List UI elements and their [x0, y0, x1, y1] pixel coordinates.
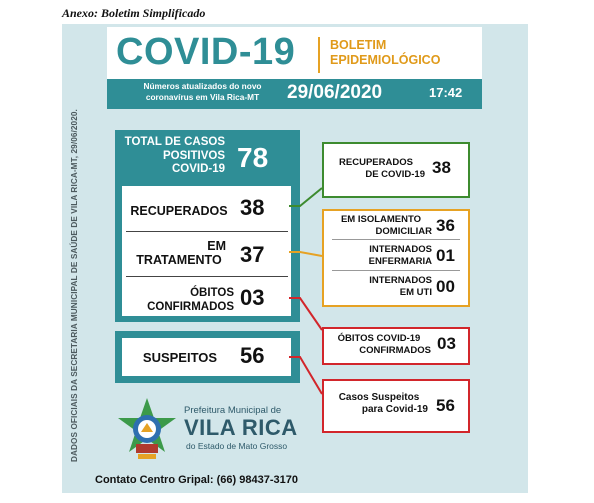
detail-uti-value: 00	[436, 277, 455, 296]
contact-info: Contato Centro Gripal: (66) 98437-3170	[95, 474, 298, 486]
detail-recuperados-line1: RECUPERADOS	[339, 157, 413, 168]
covid-title: COVID-19	[116, 31, 296, 73]
detail-suspeitos-line2: para Covid-19	[361, 403, 428, 415]
detail-obitos-line1: ÓBITOS COVID-19	[337, 333, 421, 344]
subtitle-line1: Números atualizados do novo	[143, 81, 262, 91]
detail-separator-1	[332, 239, 460, 240]
detail-obitos-line2: CONFIRMADOS	[359, 344, 431, 356]
detail-isolamento-line2: DOMICILIAR	[375, 225, 432, 237]
obitos-value: 03	[240, 285, 265, 310]
detail-uti-line2: EM UTI	[399, 286, 432, 298]
detail-enfermaria-line2: ENFERMARIA	[368, 255, 432, 267]
vila-rica-coat-of-arms	[114, 396, 180, 462]
detail-uti-line1: INTERNADOS	[369, 275, 432, 286]
detail-recuperados-line2: DE COVID-19	[365, 168, 425, 180]
boletim-line2: EPIDEMIOLÓGICO	[330, 53, 441, 67]
detail-isolamento-line1: EM ISOLAMENTO	[340, 214, 422, 225]
bulletin-date: 29/06/2020	[287, 82, 383, 103]
connector-recuperados	[289, 188, 322, 206]
detail-suspeitos-value: 56	[436, 396, 455, 415]
subtitle-line2: coronavírus em Vila Rica-MT	[145, 92, 260, 102]
total-line3: COVID-19	[171, 163, 225, 175]
detail-isolamento-value: 36	[436, 216, 455, 235]
suspeitos-label: SUSPEITOS	[142, 350, 218, 365]
detail-enfermaria-line1: INTERNADOS	[369, 244, 432, 255]
total-value: 78	[237, 142, 269, 173]
tratamento-value: 37	[240, 242, 265, 267]
detail-separator-2	[332, 270, 460, 271]
detail-isolamento-label	[330, 214, 432, 237]
tratamento-line2: TRATAMENTO	[136, 253, 222, 267]
detail-enfermaria-value: 01	[436, 246, 455, 265]
side-note: DADOS OFICIAIS DA SECRETARIA MUNICIPAL DE SAÚDE DE VILA RICA-MT, 29/06/2020.	[70, 109, 79, 462]
recuperados-value: 38	[240, 195, 265, 220]
logo-city: VILA RICA	[184, 415, 298, 440]
detail-enfermaria-label	[330, 244, 432, 267]
logo-state: do Estado de Mato Grosso	[186, 441, 288, 451]
tratamento-line1: EM	[207, 239, 226, 253]
total-line2: POSITIVOS	[163, 149, 225, 162]
detail-recuperados-value: 38	[432, 158, 451, 177]
recuperados-label: RECUPERADOS	[130, 204, 228, 218]
annex-title: Anexo: Boletim Simplificado	[62, 6, 206, 20]
total-line1: TOTAL DE CASOS	[124, 136, 225, 148]
detail-suspeitos-line1: Casos Suspeitos	[338, 392, 420, 403]
detail-obitos-label	[327, 333, 431, 356]
detail-obitos-value: 03	[437, 334, 456, 353]
connector-tratamento	[289, 252, 322, 256]
suspeitos-value: 56	[240, 343, 265, 368]
detail-uti-label	[330, 275, 432, 298]
connector-obitos	[289, 298, 322, 330]
bulletin-time: 17:42	[429, 85, 463, 100]
obitos-line2: CONFIRMADOS	[147, 301, 234, 313]
obitos-line1: ÓBITOS	[190, 287, 234, 299]
detail-suspeitos-label	[330, 392, 428, 415]
logo-prefeitura: Prefeitura Municipal de	[184, 405, 282, 416]
detail-recuperados-label	[327, 157, 425, 180]
boletim-line1: BOLETIM	[330, 38, 387, 52]
connector-suspeitos	[289, 357, 322, 394]
